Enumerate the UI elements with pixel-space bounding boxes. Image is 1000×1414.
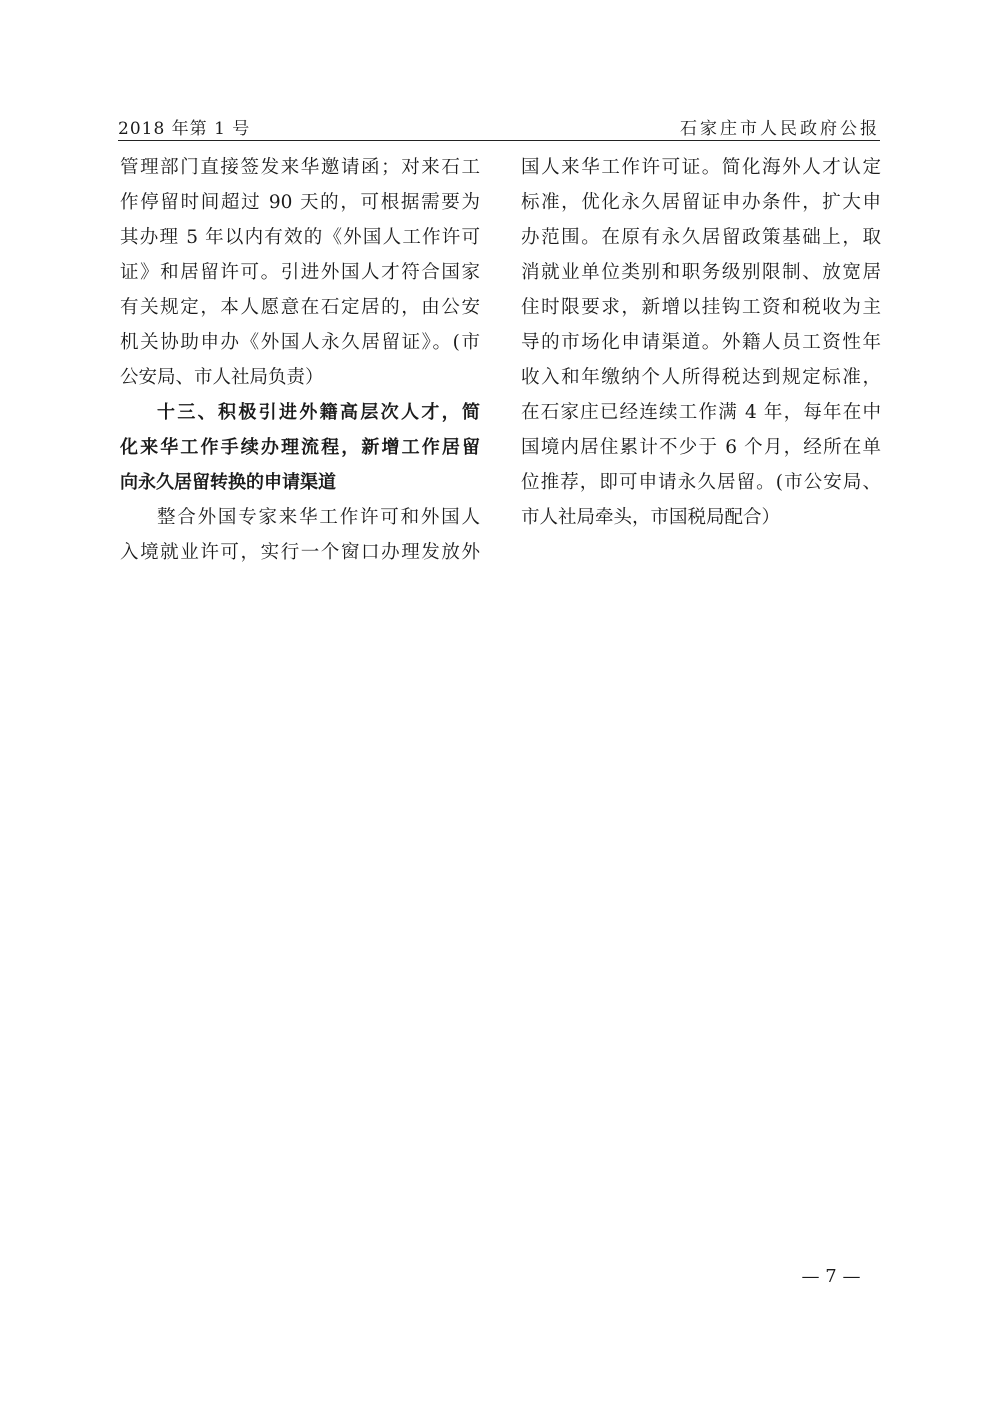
text-line: 导的市场化申请渠道。外籍人员工资性年 xyxy=(521,332,881,353)
page-header xyxy=(118,112,880,142)
text-line: 办范围。在原有永久居留政策基础上，取 xyxy=(521,227,881,248)
header-rule xyxy=(118,140,880,141)
text-line: 消就业单位类别和职务级别限制、放宽居 xyxy=(521,262,881,283)
text-line: 入境就业许可，实行一个窗口办理发放外 xyxy=(120,542,480,563)
text-line: 其办理 5 年以内有效的《外国人工作许可 xyxy=(120,227,480,248)
text-line: 证》和居留许可。引进外国人才符合国家 xyxy=(120,262,480,283)
page-number: — 7 — xyxy=(801,1266,861,1287)
text-line: 国人来华工作许可证。简化海外人才认定 xyxy=(521,157,881,178)
text-line: 有关规定，本人愿意在石定居的，由公安 xyxy=(120,297,480,318)
left-column xyxy=(120,150,480,570)
text-line: 标准，优化永久居留证申办条件，扩大申 xyxy=(521,192,881,213)
right-column xyxy=(521,150,881,535)
text-line: 收入和年缴纳个人所得税达到规定标准， xyxy=(521,367,881,388)
text-line: 位推荐，即可申请永久居留。(市公安局、 xyxy=(521,472,881,493)
section-heading-line: 十三、积极引进外籍高层次人才，简 xyxy=(157,402,480,423)
text-line: 住时限要求，新增以挂钩工资和税收为主 xyxy=(521,297,881,318)
section-heading-line: 向永久居留转换的申请渠道 xyxy=(120,472,336,493)
text-line: 在石家庄已经连续工作满 4 年，每年在中 xyxy=(521,402,881,423)
journal-title: 石家庄市人民政府公报 xyxy=(680,119,880,139)
text-line: 市人社局牵头，市国税局配合） xyxy=(521,507,781,528)
issue-number: 2018 年第 1 号 xyxy=(118,119,251,139)
text-line: 整合外国专家来华工作许可和外国人 xyxy=(157,507,480,528)
text-line: 公安局、市人社局负责） xyxy=(120,367,324,388)
text-line: 作停留时间超过 90 天的，可根据需要为 xyxy=(120,192,480,213)
text-line: 机关协助申办《外国人永久居留证》。(市 xyxy=(120,332,480,353)
text-line: 国境内居住累计不少于 6 个月，经所在单 xyxy=(521,437,881,458)
text-line: 管理部门直接签发来华邀请函；对来石工 xyxy=(120,157,480,178)
section-heading-line: 化来华工作手续办理流程，新增工作居留 xyxy=(120,437,480,458)
